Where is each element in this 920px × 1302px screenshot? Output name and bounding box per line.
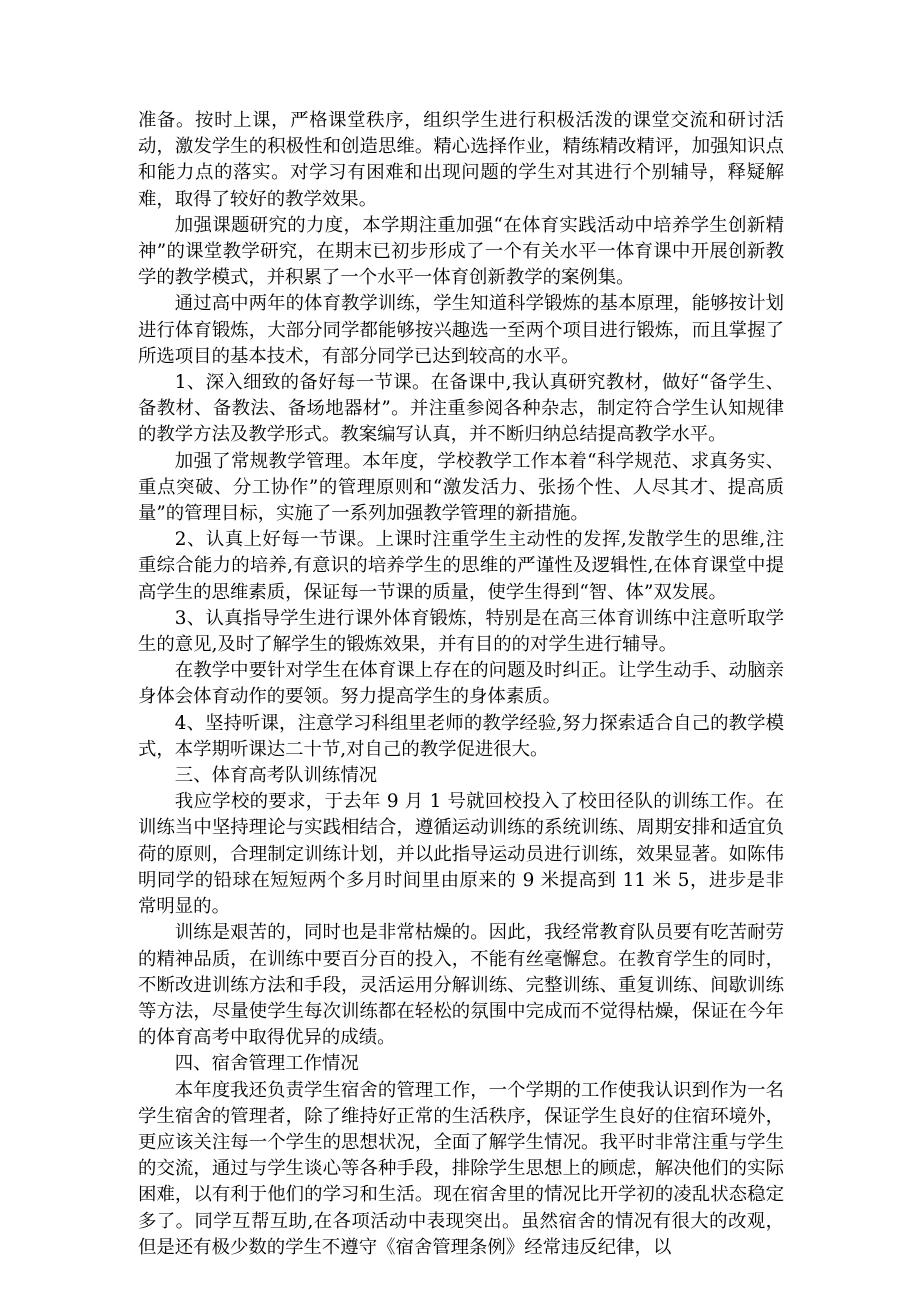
paragraph-item-1: 1、深入细致的备好每一节课。在备课中,我认真研究教材，做好“备学生、备教材、备教法、备场地器材”。并注重参阅各种杂志，制定符合学生认知规律的教学方法及教学形式。教案编写认真，并不断归纳总结提高教学水平。 [138,372,784,446]
paragraph-continuation: 准备。按时上课，严格课堂秩序，组织学生进行积极活泼的课堂交流和研讨活动，激发学生的积极性和创造思维。精心选择作业，精练精改精评，加强知识点和能力点的落实。对学习有困难和出现问题的学生对其进行个别辅导，释疑解难，取得了较好的教学效果。 [138,110,784,210]
section-heading-3: 三、体育高考队训练情况 [174,765,378,787]
paragraph-management: 加强了常规教学管理。本年度，学校教学工作本着“科学规范、求真务实、重点突破、分工协作”的管理原则和“激发活力、张扬个性、人尽其才、提高质量”的管理目标，实施了一系列加强教学管理的新措施。 [138,450,784,525]
paragraph-item-3: 3、认真指导学生进行课外体育锻炼，特别是在高三体育训练中注意听取学生的意见,及时了解学生的锻炼效果，并有目的的对学生进行辅导。 [138,607,784,656]
paragraph-correction: 在教学中要针对学生在体育课上存在的问题及时纠正。让学生动手、动脑亲身体会体育动作的要领。努力提高学生的身体素质。 [138,660,784,708]
paragraph-training-results: 通过高中两年的体育教学训练，学生知道科学锻炼的基本原理，能够按计划进行体育锻炼，大部分同学都能够按兴趣选一至两个项目进行锻炼，而且掌握了所选项目的基本技术，有部分同学已达到较高的水平。 [138,293,784,367]
paragraph-team-training: 我应学校的要求，于去年 9 月 1 号就回校投入了校田径队的训练工作。在训练当中坚持理论与实践相结合，遵循运动训练的系统训练、周期安排和适宜负荷的原则，合理制定训练计划，并以此指导运动员进行训练，效果显著。如陈伟明同学的铅球在短短两个多月时间里由原来的 9 米提高到 11 米 5，进步是非常明显的。 [138,791,784,918]
document-page [138,108,784,1261]
paragraph-research: 加强课题研究的力度，本学期注重加强“在体育实践活动中培养学生创新精神”的课堂教学研究，在期末已初步形成了一个有关水平一体育课中开展创新教学的教学模式，并积累了一个水平一体育创新教学的案例集。 [138,214,784,289]
section-heading-4: 四、宿舍管理工作情况 [174,1053,359,1075]
paragraph-item-4: 4、坚持听课，注意学习科组里老师的教学经验,努力探索适合自己的教学模式，本学期听课达二十节,对自己的教学促进很大。 [138,712,784,760]
paragraph-item-2: 2、认真上好每一节课。上课时注重学生主动性的发挥,发散学生的思维,注重综合能力的培养,有意识的培养学生的思维的严谨性及逻辑性,在体育课堂中提高学生的思维素质，保证每一节课的质量，使学生得到“智、体”双发展。 [138,529,784,603]
paragraph-dormitory: 本年度我还负责学生宿舍的管理工作，一个学期的工作使我认识到作为一名学生宿舍的管理者，除了维持好正常的生活秩序，保证学生良好的住宿环境外，更应该关注每一个学生的思想状况，全面了解学生情况。我平时非常注重与学生的交流，通过与学生谈心等各种手段，排除学生思想上的顾虑，解决他们的实际困难，以有利于他们的学习和生活。现在宿舍里的情况比开学初的凌乱状态稳定多了。同学互帮互助,在各项活动中表现突出。虽然宿舍的情况有很大的改观，但是还有极少数的学生不遵守《宿舍管理条例》经常违反纪律，以 [138,1079,784,1258]
paragraph-hard-training: 训练是艰苦的，同时也是非常枯燥的。因此，我经常教育队员要有吃苦耐劳的精神品质，在训练中要百分百的投入，不能有丝毫懈怠。在教育学生的同时，不断改进训练方法和手段，灵活运用分解训练、完整训练、重复训练、间歇训练等方法，尽量使学生每次训练都在轻松的氛围中完成而不觉得枯燥，保证在今年的体育高考中取得优异的成绩。 [138,922,784,1049]
